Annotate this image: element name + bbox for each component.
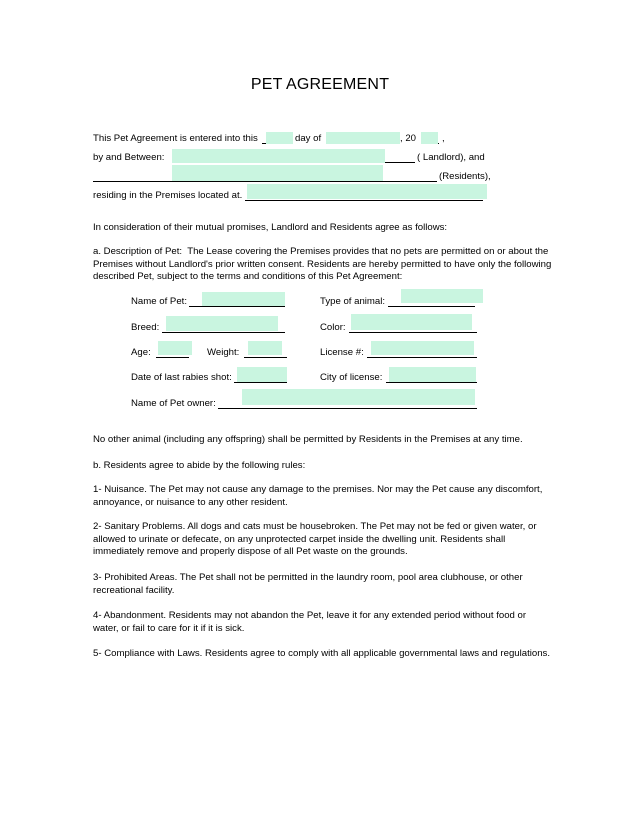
pet-color-underline xyxy=(349,332,477,333)
section-a-heading: a. Description of Pet: xyxy=(93,246,183,257)
month-field[interactable] xyxy=(326,132,400,144)
residents-name-field[interactable] xyxy=(172,165,383,181)
rule-3-heading: 3- Prohibited Areas. xyxy=(93,572,178,583)
pet-owner-underline xyxy=(218,408,477,409)
rule-4-heading: 4- Abandonment. xyxy=(93,610,167,621)
rule-3 xyxy=(93,572,553,597)
section-a-text: The Lease covering the Premises provides that no pets are permitted on or about the Premises without Landlord's prior written consent. Residents are hereby permitted to have only the following described Pet, subject to the terms and conditions of this Pet Agreement: xyxy=(93,246,552,283)
pet-city-license-underline xyxy=(386,382,477,383)
rule-4-text: Residents may not abandon the Pet, leave it for any extended period without food or water, or fail to care for it if it is sick. xyxy=(93,610,527,634)
pet-breed-underline xyxy=(162,332,285,333)
intro-line1-prefix: This Pet Agreement is entered into this xyxy=(93,133,258,144)
pet-type-field[interactable] xyxy=(401,289,483,303)
rule-2-heading: 2- Sanitary Problems. xyxy=(93,521,186,532)
rule-1-text: The Pet may not cause any damage to the premises. Nor may the Pet cause any discomfort, annoyance, or nuisance to any other resident. xyxy=(93,484,543,508)
pet-age-underline xyxy=(156,357,189,358)
pet-breed-field[interactable] xyxy=(166,316,278,331)
rule-1 xyxy=(93,484,553,509)
rule-2-text: All dogs and cats must be housebroken. The Pet may not be fed or given water, or allowed to urinate or defecate, on any unprotected carpet inside the dwelling unit. Residents shall immediately remove and properly dispose of all Pet waste on the grounds. xyxy=(93,521,537,558)
pet-weight-underline xyxy=(244,357,287,358)
intro-line2-prefix: by and Between: xyxy=(93,152,165,163)
intro-line2-suffix: ( Landlord), and xyxy=(417,152,485,163)
pet-rabies-label: Date of last rabies shot: xyxy=(131,372,232,383)
intro-line4-prefix: residing in the Premises located at. xyxy=(93,190,243,201)
rule-5 xyxy=(93,648,553,661)
intro-year-prefix: , 20 xyxy=(400,133,417,144)
rule-5-heading: 5- Compliance with Laws. xyxy=(93,648,203,659)
pet-color-label: Color: xyxy=(320,322,346,333)
rule-4 xyxy=(93,610,553,635)
pet-city-license-label: City of license: xyxy=(320,372,383,383)
pet-age-label: Age: xyxy=(131,347,151,358)
landlord-name-field[interactable] xyxy=(172,149,385,163)
pet-name-underline xyxy=(189,306,285,307)
rule-2 xyxy=(93,521,553,559)
year-field[interactable] xyxy=(421,132,438,144)
no-other-animal-text: No other animal (including any offspring) shall be permitted by Residents in the Premises at any time. xyxy=(93,434,523,445)
consideration-text: In consideration of their mutual promises, Landlord and Residents agree as follows: xyxy=(93,222,448,233)
pet-owner-field[interactable] xyxy=(242,389,475,405)
pet-color-field[interactable] xyxy=(351,314,472,330)
pet-age-field[interactable] xyxy=(158,341,192,355)
section-a-paragraph xyxy=(93,246,553,284)
pet-rabies-date-field[interactable] xyxy=(237,367,287,382)
premises-address-field[interactable] xyxy=(247,184,487,199)
pet-breed-label: Breed: xyxy=(131,322,160,333)
pet-owner-label: Name of Pet owner: xyxy=(131,398,216,409)
page-title: PET AGREEMENT xyxy=(250,76,390,93)
pet-rabies-underline xyxy=(234,382,287,383)
rule-5-text: Residents agree to comply with all applicable governmental laws and regulations. xyxy=(204,648,551,659)
pet-license-field[interactable] xyxy=(371,341,474,355)
rule-1-heading: 1- Nuisance. xyxy=(93,484,147,495)
residents-underline xyxy=(93,181,437,182)
pet-weight-field[interactable] xyxy=(248,341,282,355)
intro-line1-end: , xyxy=(442,133,445,144)
pet-name-field[interactable] xyxy=(202,292,285,306)
section-b-heading: b. Residents agree to abide by the following rules: xyxy=(93,460,306,471)
pet-weight-label: Weight: xyxy=(207,347,240,358)
intro-line3-suffix: (Residents), xyxy=(439,171,491,182)
rule-3-text: The Pet shall not be permitted in the laundry room, pool area clubhouse, or other recreational facility. xyxy=(93,572,523,596)
pet-license-label: License #: xyxy=(320,347,364,358)
intro-day-of: day of xyxy=(295,133,322,144)
pet-type-underline xyxy=(388,306,475,307)
pet-type-label: Type of animal: xyxy=(320,296,386,307)
pet-license-underline xyxy=(367,357,477,358)
pet-name-label: Name of Pet: xyxy=(131,296,187,307)
day-field[interactable] xyxy=(266,132,293,144)
pet-city-license-field[interactable] xyxy=(389,367,476,382)
premises-underline xyxy=(245,200,483,201)
